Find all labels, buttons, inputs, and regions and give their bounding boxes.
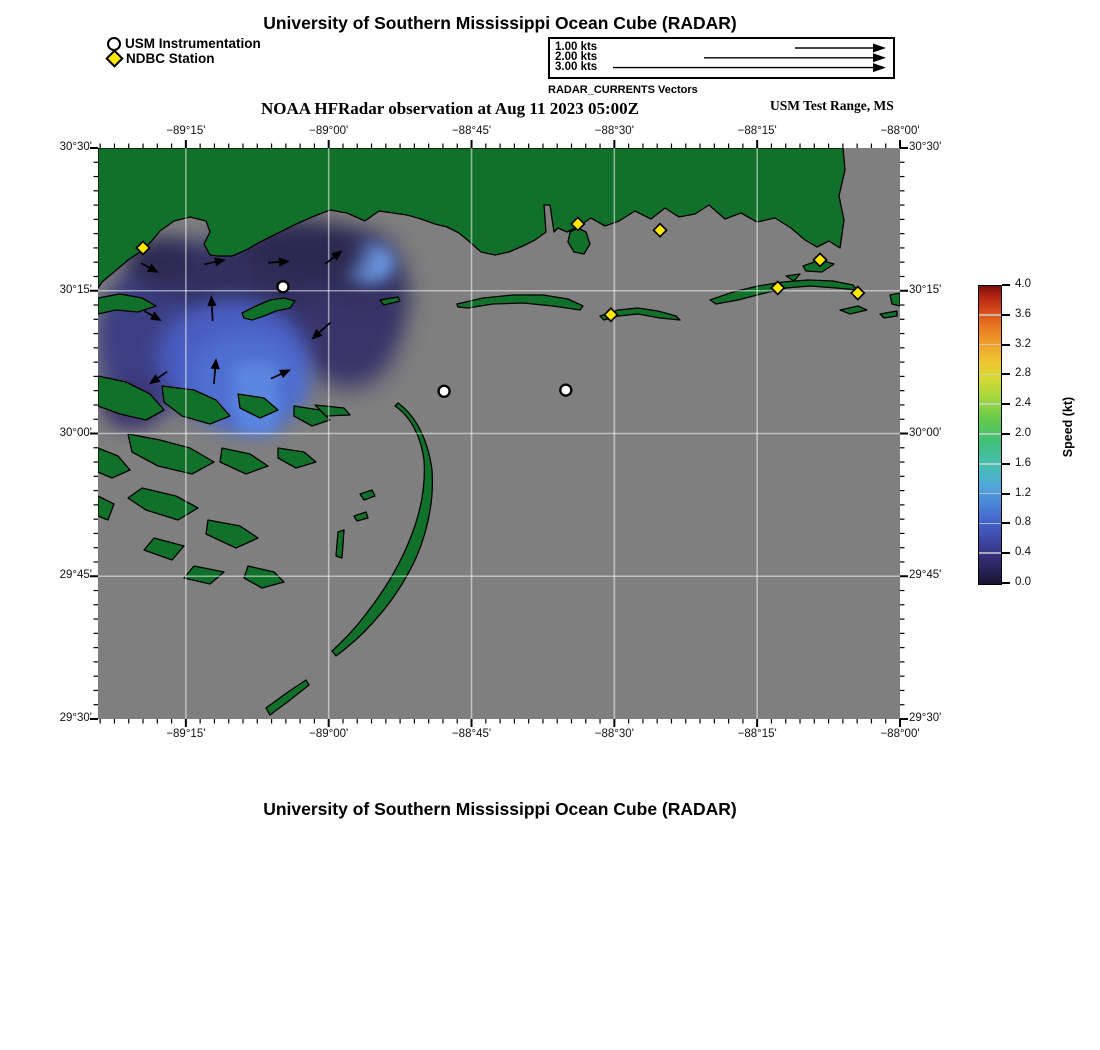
- colorbar-tick: [1002, 403, 1010, 405]
- key-label-2kt: 2.00 kts: [555, 51, 598, 63]
- lon-tick-label: −89°15': [166, 728, 206, 740]
- lat-tick-label: 30°00': [59, 426, 92, 439]
- colorbar-gridline: [979, 374, 1001, 376]
- key-label-1kt: 1.00 kts: [555, 41, 598, 53]
- colorbar-gridline: [979, 314, 1001, 316]
- colorbar-tick-label: 3.6: [1015, 307, 1031, 320]
- colorbar-tick-label: 4.0: [1015, 278, 1031, 290]
- colorbar-tick: [1002, 582, 1010, 584]
- colorbar-axis-label: Speed (kt): [1061, 396, 1075, 458]
- colorbar-tick: [1002, 552, 1010, 554]
- marker-legend: [107, 36, 261, 66]
- colorbar-tick-label: 1.2: [1015, 486, 1031, 499]
- lat-tick-label: 30°30': [59, 141, 92, 153]
- axis-ticks: [86, 136, 912, 731]
- legend-label-ndbc: NDBC Station: [126, 51, 215, 66]
- lon-tick-label: −88°30': [594, 125, 634, 137]
- colorbar-tick-label: 2.8: [1015, 367, 1031, 380]
- legend-item-ndbc: [107, 51, 261, 66]
- colorbar-tick: [1002, 373, 1010, 375]
- colorbar-tick: [1002, 522, 1010, 524]
- lon-tick-label: −89°00': [309, 125, 349, 137]
- lon-tick-label: −89°15': [166, 125, 206, 137]
- colorbar-gridline: [979, 403, 1001, 405]
- colorbar-gridline: [979, 523, 1001, 525]
- colorbar-tick-label: 0.8: [1015, 516, 1031, 529]
- lon-tick-label: −88°15': [737, 125, 777, 137]
- legend-item-usm: [107, 36, 261, 51]
- colorbar-gridline: [979, 493, 1001, 495]
- key-label-3kt: 3.00 kts: [555, 61, 598, 73]
- figure-title-bottom: University of Southern Mississippi Ocean Cube (RADAR): [263, 799, 737, 819]
- lat-tick-label: 29°45': [909, 569, 942, 582]
- vector-key-caption: RADAR_CURRENTS Vectors: [548, 84, 698, 96]
- colorbar-tick: [1002, 344, 1010, 346]
- lat-tick-label: 29°30': [59, 712, 92, 724]
- colorbar: [978, 285, 1002, 585]
- colorbar-tick: [1002, 493, 1010, 495]
- lat-tick-label: 29°45': [59, 569, 92, 582]
- colorbar-tick-label: 3.2: [1015, 337, 1031, 350]
- colorbar-tick: [1002, 314, 1010, 316]
- lon-tick-label: −88°30': [594, 728, 634, 740]
- figure-title-top: University of Southern Mississippi Ocean Cube (RADAR): [263, 13, 737, 33]
- lon-tick-label: −88°45': [451, 728, 492, 740]
- colorbar-tick-label: 1.6: [1015, 456, 1031, 469]
- colorbar-gridline: [979, 552, 1001, 554]
- colorbar-tick: [1002, 463, 1010, 465]
- lat-tick-label: 29°30': [909, 712, 942, 724]
- lon-tick-label: −89°00': [309, 728, 349, 740]
- colorbar-tick-label: 2.0: [1015, 427, 1031, 439]
- lat-tick-label: 30°15': [909, 283, 942, 296]
- colorbar-gridline: [979, 433, 1001, 435]
- colorbar-tick: [1002, 284, 1010, 286]
- lon-tick-label: −88°00': [880, 125, 920, 137]
- colorbar-gridline: [979, 344, 1001, 346]
- key-arrows: [550, 39, 893, 77]
- observation-subtitle: NOAA HFRadar observation at Aug 11 2023 05:00Z: [261, 99, 639, 118]
- ndbc-station-icon: [105, 49, 123, 67]
- colorbar-tick: [1002, 433, 1010, 435]
- colorbar-gridline: [979, 463, 1001, 465]
- colorbar-tick-label: 0.0: [1015, 576, 1031, 588]
- lat-tick-label: 30°00': [909, 426, 942, 439]
- lon-tick-label: −88°00': [880, 728, 920, 740]
- lon-tick-label: −88°15': [737, 728, 777, 740]
- colorbar-tick-label: 2.4: [1015, 397, 1031, 410]
- colorbar-tick-label: 0.4: [1015, 546, 1031, 559]
- lat-tick-label: 30°30': [909, 141, 942, 153]
- legend-label-usm: USM Instrumentation: [125, 36, 261, 51]
- lon-tick-label: −88°45': [451, 125, 492, 137]
- test-range-label: USM Test Range, MS: [770, 98, 894, 113]
- lat-tick-label: 30°15': [59, 283, 92, 296]
- vector-scale-key: [548, 37, 895, 79]
